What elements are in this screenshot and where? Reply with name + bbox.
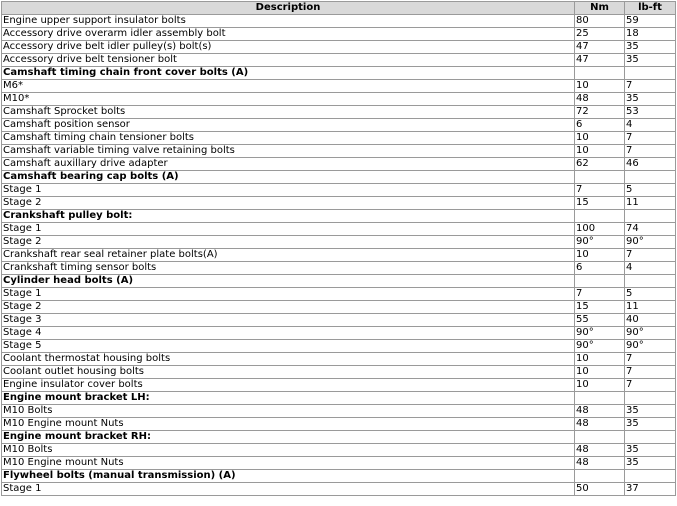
description-cell: Camshaft timing chain tensioner bolts (2, 132, 575, 145)
table-row (2, 288, 676, 301)
table-body (2, 15, 676, 496)
nm-cell: 15 (575, 301, 625, 314)
description-cell: Stage 1 (2, 483, 575, 496)
description-cell: Stage 1 (2, 223, 575, 236)
lbft-cell: 7 (625, 366, 676, 379)
table-row (2, 301, 676, 314)
group-heading-row (2, 275, 676, 288)
lbft-cell: 37 (625, 483, 676, 496)
lbft-cell: 35 (625, 93, 676, 106)
lbft-cell: 35 (625, 41, 676, 54)
description-cell: Camshaft bearing cap bolts (A) (2, 171, 575, 184)
description-cell: Accessory drive belt tensioner bolt (2, 54, 575, 67)
description-cell: Cylinder head bolts (A) (2, 275, 575, 288)
nm-cell: 10 (575, 145, 625, 158)
table-row (2, 106, 676, 119)
description-cell: Accessory drive overarm idler assembly bolt (2, 28, 575, 41)
description-cell: Camshaft position sensor (2, 119, 575, 132)
lbft-cell (625, 67, 676, 80)
nm-cell: 47 (575, 54, 625, 67)
lbft-cell: 5 (625, 288, 676, 301)
lbft-cell: 40 (625, 314, 676, 327)
table-row (2, 405, 676, 418)
description-cell: Stage 2 (2, 236, 575, 249)
nm-cell: 80 (575, 15, 625, 28)
lbft-cell: 7 (625, 145, 676, 158)
lbft-cell: 7 (625, 379, 676, 392)
table-row (2, 80, 676, 93)
table-row (2, 444, 676, 457)
table-row (2, 262, 676, 275)
nm-cell: 10 (575, 132, 625, 145)
nm-cell: 48 (575, 405, 625, 418)
nm-cell: 15 (575, 197, 625, 210)
nm-cell: 48 (575, 457, 625, 470)
nm-cell (575, 210, 625, 223)
lbft-cell: 35 (625, 457, 676, 470)
table-row (2, 418, 676, 431)
nm-cell: 72 (575, 106, 625, 119)
table-header (2, 2, 676, 15)
lbft-cell: 35 (625, 444, 676, 457)
description-cell: Flywheel bolts (manual transmission) (A) (2, 470, 575, 483)
lbft-cell: 5 (625, 184, 676, 197)
description-cell: Engine insulator cover bolts (2, 379, 575, 392)
description-cell: Camshaft Sprocket bolts (2, 106, 575, 119)
description-cell: M10 Engine mount Nuts (2, 457, 575, 470)
table-row (2, 327, 676, 340)
table-row (2, 132, 676, 145)
table-row (2, 54, 676, 67)
header-nm: Nm (575, 2, 625, 15)
lbft-cell: 11 (625, 301, 676, 314)
table-row (2, 340, 676, 353)
nm-cell: 90° (575, 340, 625, 353)
nm-cell: 90° (575, 236, 625, 249)
header-row (2, 2, 676, 15)
description-cell: Stage 5 (2, 340, 575, 353)
lbft-cell: 7 (625, 353, 676, 366)
nm-cell: 10 (575, 249, 625, 262)
nm-cell (575, 275, 625, 288)
lbft-cell: 4 (625, 262, 676, 275)
table-row (2, 28, 676, 41)
description-cell: Stage 2 (2, 301, 575, 314)
description-cell: Crankshaft timing sensor bolts (2, 262, 575, 275)
table-row (2, 249, 676, 262)
group-heading-row (2, 392, 676, 405)
table-row (2, 483, 676, 496)
description-cell: Stage 3 (2, 314, 575, 327)
nm-cell (575, 67, 625, 80)
lbft-cell: 11 (625, 197, 676, 210)
lbft-cell: 74 (625, 223, 676, 236)
header-description: Description (2, 2, 575, 15)
lbft-cell: 90° (625, 340, 676, 353)
description-cell: Coolant thermostat housing bolts (2, 353, 575, 366)
lbft-cell (625, 171, 676, 184)
nm-cell: 48 (575, 418, 625, 431)
description-cell: M6* (2, 80, 575, 93)
table-row (2, 236, 676, 249)
nm-cell: 10 (575, 353, 625, 366)
table-row (2, 197, 676, 210)
lbft-cell: 7 (625, 132, 676, 145)
table-row (2, 379, 676, 392)
lbft-cell (625, 275, 676, 288)
nm-cell: 47 (575, 41, 625, 54)
table-row (2, 353, 676, 366)
lbft-cell (625, 470, 676, 483)
lbft-cell: 4 (625, 119, 676, 132)
description-cell: Camshaft timing chain front cover bolts (A) (2, 67, 575, 80)
description-cell: Stage 1 (2, 184, 575, 197)
nm-cell (575, 392, 625, 405)
nm-cell: 100 (575, 223, 625, 236)
lbft-cell: 18 (625, 28, 676, 41)
nm-cell: 10 (575, 379, 625, 392)
lbft-cell: 59 (625, 15, 676, 28)
lbft-cell: 35 (625, 418, 676, 431)
nm-cell: 6 (575, 262, 625, 275)
group-heading-row (2, 210, 676, 223)
table-row (2, 366, 676, 379)
header-lbft: lb-ft (625, 2, 676, 15)
torque-specification-table (1, 1, 676, 496)
description-cell: Stage 4 (2, 327, 575, 340)
nm-cell: 50 (575, 483, 625, 496)
description-cell: Stage 2 (2, 197, 575, 210)
nm-cell (575, 470, 625, 483)
lbft-cell (625, 210, 676, 223)
lbft-cell: 53 (625, 106, 676, 119)
nm-cell: 90° (575, 327, 625, 340)
nm-cell: 48 (575, 93, 625, 106)
nm-cell: 10 (575, 366, 625, 379)
description-cell: M10 Bolts (2, 405, 575, 418)
table-row (2, 93, 676, 106)
lbft-cell: 7 (625, 80, 676, 93)
description-cell: Stage 1 (2, 288, 575, 301)
lbft-cell: 90° (625, 236, 676, 249)
nm-cell: 7 (575, 288, 625, 301)
nm-cell (575, 431, 625, 444)
description-cell: Engine upper support insulator bolts (2, 15, 575, 28)
table-row (2, 184, 676, 197)
table-row (2, 223, 676, 236)
lbft-cell: 35 (625, 405, 676, 418)
description-cell: Crankshaft pulley bolt: (2, 210, 575, 223)
nm-cell (575, 171, 625, 184)
table-row (2, 457, 676, 470)
nm-cell: 10 (575, 80, 625, 93)
table-row (2, 41, 676, 54)
table-row (2, 314, 676, 327)
lbft-cell: 7 (625, 249, 676, 262)
nm-cell: 25 (575, 28, 625, 41)
table-row (2, 15, 676, 28)
table-row (2, 158, 676, 171)
description-cell: Camshaft auxillary drive adapter (2, 158, 575, 171)
nm-cell: 6 (575, 119, 625, 132)
description-cell: Crankshaft rear seal retainer plate bolts(A) (2, 249, 575, 262)
lbft-cell: 90° (625, 327, 676, 340)
description-cell: M10 Bolts (2, 444, 575, 457)
lbft-cell (625, 431, 676, 444)
lbft-cell (625, 392, 676, 405)
description-cell: Camshaft variable timing valve retaining bolts (2, 145, 575, 158)
table-row (2, 145, 676, 158)
lbft-cell: 46 (625, 158, 676, 171)
nm-cell: 48 (575, 444, 625, 457)
description-cell: Coolant outlet housing bolts (2, 366, 575, 379)
description-cell: M10* (2, 93, 575, 106)
nm-cell: 55 (575, 314, 625, 327)
description-cell: Engine mount bracket LH: (2, 392, 575, 405)
description-cell: M10 Engine mount Nuts (2, 418, 575, 431)
group-heading-row (2, 171, 676, 184)
nm-cell: 62 (575, 158, 625, 171)
group-heading-row (2, 431, 676, 444)
lbft-cell: 35 (625, 54, 676, 67)
description-cell: Accessory drive belt idler pulley(s) bolt(s) (2, 41, 575, 54)
table-row (2, 119, 676, 132)
description-cell: Engine mount bracket RH: (2, 431, 575, 444)
nm-cell: 7 (575, 184, 625, 197)
group-heading-row (2, 67, 676, 80)
group-heading-row (2, 470, 676, 483)
